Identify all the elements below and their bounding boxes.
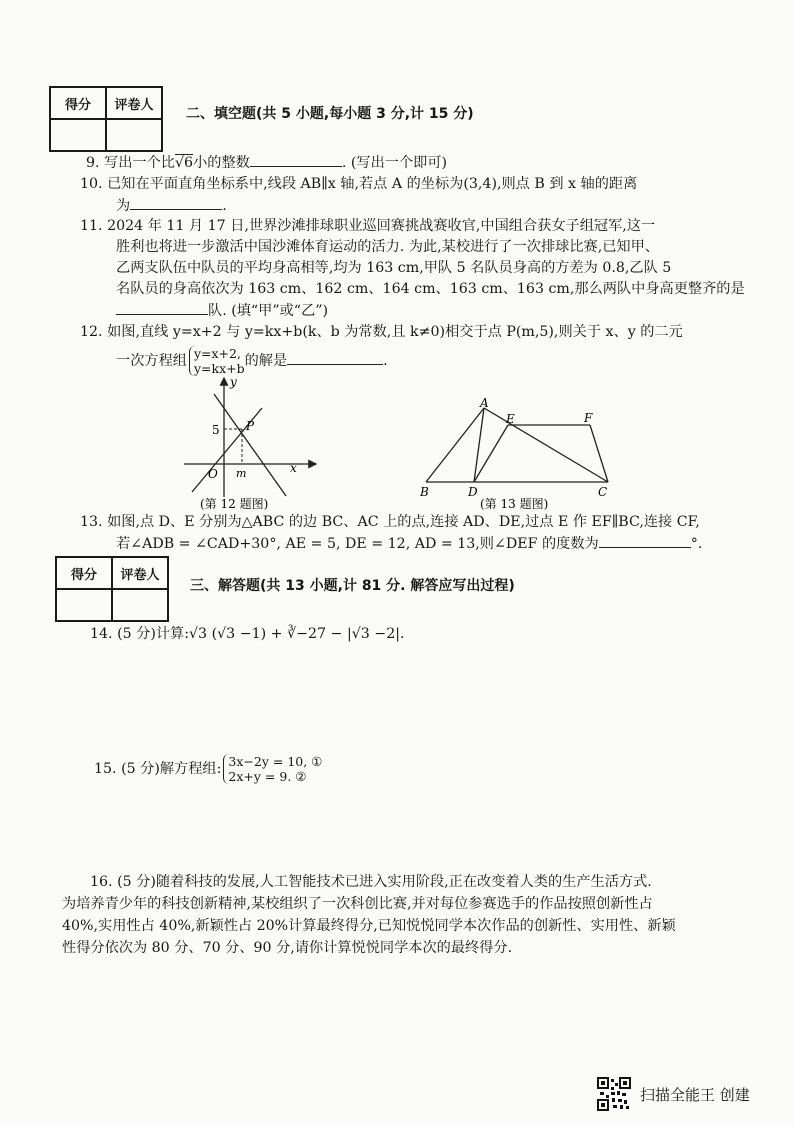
q15-eq1: 3x−2y = 10, ① [228,754,323,769]
score-cell[interactable] [56,589,112,621]
question-11-line1: 11. 2024 年 11 月 17 日,世界沙滩排球职业巡回赛挑战赛收官,中国组合获女子组冠军,这一 [80,218,656,234]
q9-radical: √6 [174,155,194,171]
grader-label: 评卷人 [112,557,168,589]
vertex-b-label: B [420,485,429,499]
figure-13 [412,396,632,514]
question-16-line2: 为培养青少年的科技创新精神,某校组织了一次科创比赛,并对每位参赛选手的作品按照创新性占 [62,896,653,912]
q9-text-b: 小的整数 [193,155,250,171]
x-axis-label: x [290,461,297,475]
vertex-f-label: F [584,411,593,425]
qr-code-icon [597,1077,631,1111]
question-10-line2 [116,195,227,216]
q15-eq2: 2x+y = 9. ② [228,769,307,784]
q12-answer-blank[interactable] [287,350,383,365]
section3-title: 三、解答题(共 13 小题,计 81 分. 解答应写出过程) [190,578,515,594]
question-12-line1: 12. 如图,直线 y=x+2 与 y=kx+b(k、b 为常数,且 k≠0)相交于点 P(m,5),则关于 x、y 的二元 [80,324,683,340]
question-11-line3: 乙两支队伍中队员的平均身高相等,均为 163 cm,甲队 5 名队员身高的方差为 0.8,乙队 5 [116,260,672,276]
tick-label-m: m [236,467,247,480]
line-y-kx-plus-b [214,394,286,496]
q12-text-c: . [383,353,388,369]
q11-text: 队. (填“甲”或“乙”) [208,303,329,319]
q15-text: 15. (5 分)解方程组: [94,761,222,777]
score-label: 得分 [50,87,106,119]
scanner-watermark: 扫描全能王 创建 [640,1086,750,1104]
vertex-c-label: C [598,485,608,499]
q12-eq1: y=x+2, [193,346,241,361]
q9-answer-blank[interactable] [250,152,342,167]
q11-answer-blank[interactable] [116,300,208,315]
q12-text-a: 一次方程组 [116,353,187,369]
q13-text-b: °. [690,536,703,552]
question-11-line2: 胜利也将进一步激活中国沙滩体育运动的活力. 为此,某校进行了一次排球比赛,已知甲、 [116,239,659,255]
question-16-line3: 40%,实用性占 40%,新颖性占 20%计算最终得分,已知悦悦同学本次作品的创新性、实用性、新颖 [62,918,676,934]
section2-score-box [49,86,163,152]
q15-equation-system [223,754,322,784]
point-p-label: P [246,419,255,433]
grader-label: 评卷人 [106,87,162,119]
question-11-line5 [116,300,328,321]
figure-12-caption: (第 12 题图) [200,497,269,511]
tick-label-five: 5 [212,423,220,437]
figure-12 [178,372,328,512]
q12-text-b: 的解是 [244,353,288,369]
vertex-a-label: A [480,396,489,410]
q13-text-a: 若∠ADB = ∠CAD+30°, AE = 5, DE = 12, AD = 13,则∠DEF 的度数为 [116,536,599,552]
q10-text-a: 为 [116,198,131,214]
q12-eq2: y=kx+b [193,361,245,376]
y-axis-label: y [230,375,237,389]
question-16-line4: 性得分依次为 80 分、70 分、90 分,请你计算悦悦同学本次的最终得分. [62,940,513,956]
question-16-line1: 16. (5 分)随着科技的发展,人工智能技术已进入实用阶段,正在改变着人类的生产生活方式. [90,874,652,890]
q10-text-b: . [222,198,227,214]
vertex-d-label: D [468,485,478,499]
q9-text-c: . (写出一个即可) [341,155,448,171]
grader-cell[interactable] [106,119,162,151]
question-10-line1: 10. 已知在平面直角坐标系中,线段 AB∥x 轴,若点 A 的坐标为(3,4),则点 B 到 x 轴的距离 [80,176,638,192]
question-15 [94,752,322,786]
section2-title: 二、填空题(共 5 小题,每小题 3 分,计 15 分) [186,106,474,122]
q9-text-a: 9. 写出一个比 [86,155,175,171]
q10-answer-blank[interactable] [130,195,222,210]
question-14: 14. (5 分)计算:√3 (√3 −1) + ∛−27 − |√3 −2|. [90,626,405,642]
question-11-line4: 名队员的身高依次为 163 cm、162 cm、164 cm、163 cm、163 cm,那么两队中身高更整齐的是 [116,281,745,297]
q13-answer-blank[interactable] [599,533,691,548]
figure-13-caption: (第 13 题图) [480,497,549,511]
origin-label: O [208,467,218,481]
section3-score-box [55,556,169,622]
score-cell[interactable] [50,119,106,151]
segment-de [474,425,508,482]
vertex-e-label: E [506,412,515,426]
question-13-line2 [116,533,702,554]
question-9 [86,152,447,173]
score-label: 得分 [56,557,112,589]
grader-cell[interactable] [112,589,168,621]
question-13-line1: 13. 如图,点 D、E 分别为△ABC 的边 BC、AC 上的点,连接 AD、DE,过点 E 作 EF∥BC,连接 CF, [80,514,700,530]
